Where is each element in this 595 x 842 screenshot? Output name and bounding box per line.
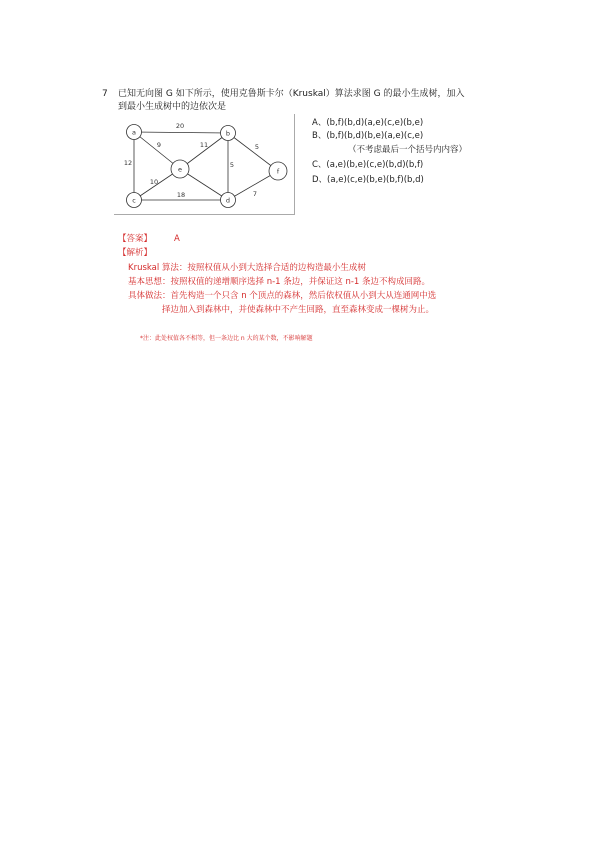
edge-weight-d-f: 7 bbox=[252, 190, 258, 198]
node-label-f: f bbox=[276, 167, 280, 176]
node-b bbox=[221, 126, 236, 141]
node-c bbox=[127, 193, 142, 208]
node-f bbox=[269, 162, 287, 180]
analysis-note: *注：此处权值各不相等，但一条边比 n 大的某个数，不影响解题 bbox=[140, 335, 313, 342]
analysis-steps-line2: 择边加入到森林中，并使森林中不产生回路，直至森林变成一棵树为止。 bbox=[162, 305, 435, 315]
option-d: D、(a,e)(c,e)(b,e)(b,f)(b,d) bbox=[312, 175, 424, 185]
node-e bbox=[171, 160, 189, 178]
edge-weight-e-c: 10 bbox=[149, 178, 159, 186]
option-a: A、(b,f)(b,d)(a,e)(c,e)(b,e) bbox=[312, 118, 424, 128]
graph-figure bbox=[114, 114, 295, 215]
node-a bbox=[127, 125, 142, 140]
edge-weight-b-d: 5 bbox=[229, 161, 235, 169]
analysis-kruskal: Kruskal 算法：按照权值从小到大选择合适的边构造最小生成树 bbox=[128, 263, 366, 273]
edge-weight-b-f: 5 bbox=[254, 143, 260, 151]
node-label-a: a bbox=[132, 128, 136, 137]
answer-label: 【答案】 bbox=[118, 234, 153, 244]
question-text-line1: 已知无向图 G 如下所示，使用克鲁斯卡尔（Kruskal）算法求图 G 的最小生成树，加入 bbox=[118, 89, 465, 99]
option-b: B、(b,f)(b,d)(b,e)(a,e)(c,e) bbox=[312, 131, 424, 141]
answer-value: A bbox=[174, 234, 180, 244]
edge-weight-a-c: 12 bbox=[123, 159, 133, 167]
question-number: 7 bbox=[102, 89, 108, 99]
edge-weight-c-d: 18 bbox=[176, 191, 186, 199]
edge-weight-a-e: 9 bbox=[156, 141, 162, 149]
analysis-label: 【解析】 bbox=[118, 248, 153, 258]
node-d bbox=[221, 193, 236, 208]
option-b-note: （不考虑最后一个括号内内容） bbox=[348, 145, 468, 155]
analysis-steps-line1: 具体做法：首先构造一个只含 n 个顶点的森林，然后依权值从小到大从连通网中选 bbox=[128, 291, 437, 301]
option-c: C、(a,e)(b,e)(c,e)(b,d)(b,f) bbox=[312, 160, 424, 170]
question-text-line2: 到最小生成树中的边依次是 bbox=[118, 102, 227, 112]
node-label-e: e bbox=[178, 165, 182, 174]
edge-b-f bbox=[228, 133, 278, 171]
graph-diagram bbox=[114, 114, 294, 214]
analysis-basic-idea: 基本思想：按照权值的递增顺序选择 n-1 条边，并保证这 n-1 条边不构成回路。 bbox=[128, 277, 431, 287]
edge-weight-a-b: 20 bbox=[175, 122, 185, 130]
edge-a-b bbox=[134, 132, 228, 133]
node-label-d: d bbox=[225, 196, 231, 205]
node-label-b: b bbox=[225, 129, 231, 138]
node-label-c: c bbox=[132, 196, 136, 205]
edge-weight-b-e: 11 bbox=[199, 141, 209, 149]
